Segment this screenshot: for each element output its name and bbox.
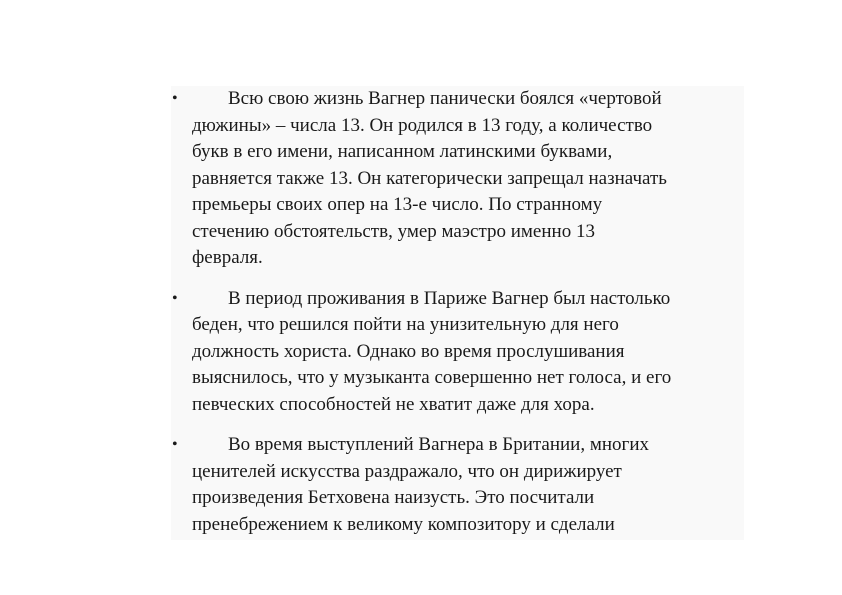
list-item <box>171 86 744 272</box>
text-line: певческих способностей не хватит даже для хора. <box>192 393 595 415</box>
paragraph <box>192 432 744 538</box>
paragraph <box>192 286 744 419</box>
bullet-marker: • <box>172 90 178 107</box>
text-line: В период проживания в Париже Вагнер был настолько <box>228 287 671 309</box>
text-line: Во время выступлений Вагнера в Британии, многих <box>228 434 650 455</box>
paragraph <box>192 86 744 272</box>
text-line: беден, что решился пойти на унизительную для него <box>192 314 619 335</box>
text-line: произведения Бетховена наизусть. Это посчитали <box>192 487 595 508</box>
list-item <box>171 432 744 538</box>
fact-list <box>171 86 744 538</box>
text-line: февраля. <box>192 247 263 268</box>
text-line: премьеры своих опер на 13-е число. По странному <box>192 194 603 215</box>
text-line: букв в его имени, написанном латинскими буквами, <box>192 141 613 162</box>
text-line: должность хориста. Однако во время прослушивания <box>192 340 625 362</box>
text-line: выяснилось, что у музыканта совершенно нет голоса, и его <box>192 367 672 388</box>
bullet-marker: • <box>172 289 178 307</box>
text-line: пренебрежением к великому композитору и сделали <box>192 513 615 535</box>
document-page <box>171 86 744 540</box>
text-line: равняется также 13. Он категорически запрещал назначать <box>192 167 667 189</box>
list-item <box>171 286 744 419</box>
text-line: дюжины» – числа 13. Он родился в 13 году, а количество <box>192 114 653 136</box>
bullet-marker: • <box>172 436 178 453</box>
text-line: ценителей искусства раздражало, что он дирижирует <box>192 460 622 482</box>
text-line: Всю свою жизнь Вагнер панически боялся «чертовой <box>228 88 662 109</box>
text-line: стечению обстоятельств, умер маэстро именно 13 <box>192 220 595 242</box>
